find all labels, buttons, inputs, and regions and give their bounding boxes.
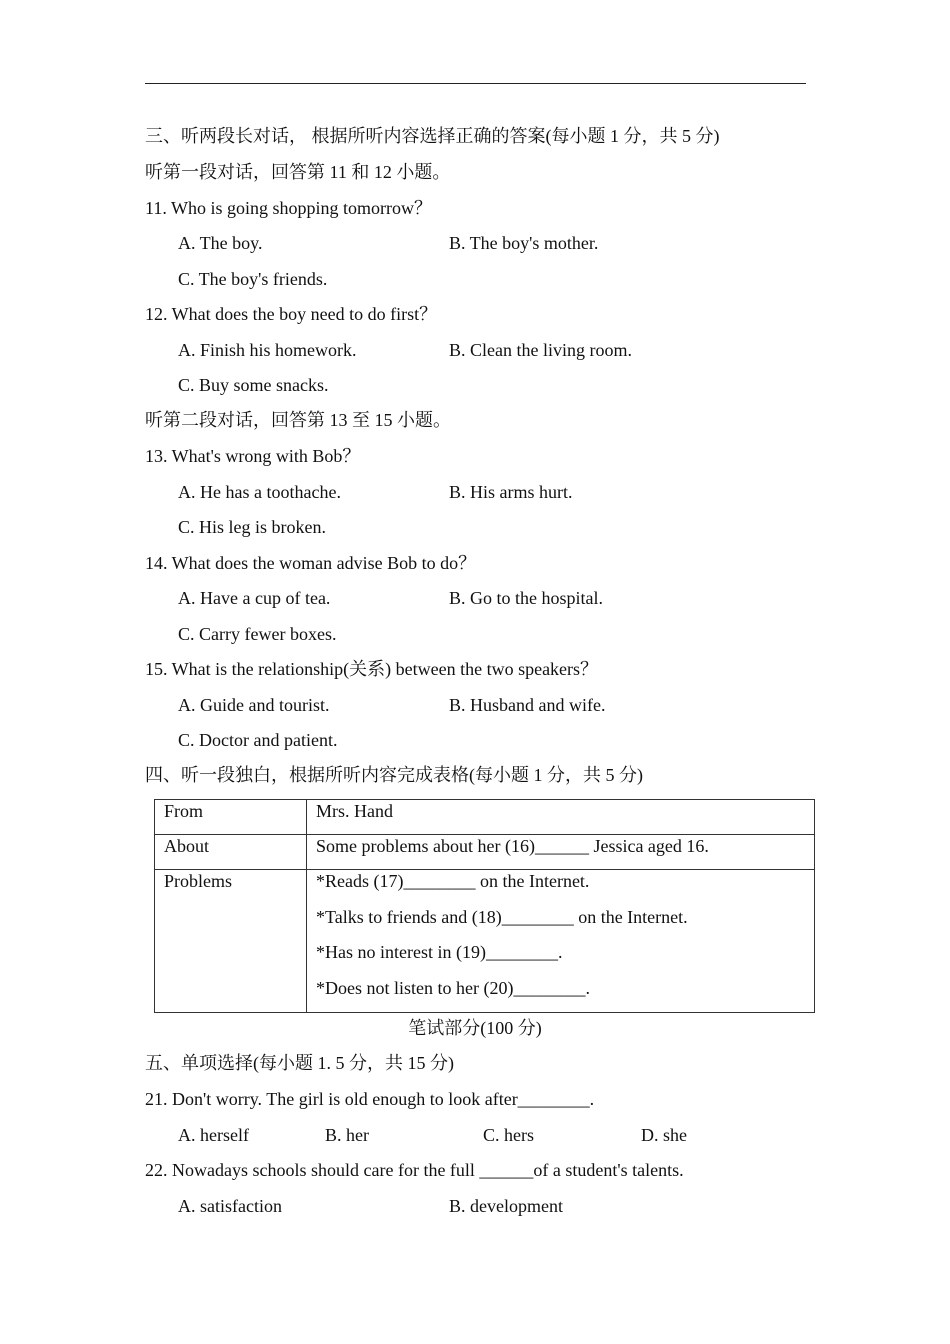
section4-title: 四、听一段独白，根据所听内容完成表格(每小题 1 分，共 5 分) xyxy=(145,765,643,785)
q14-option-b: B. Go to the hospital. xyxy=(449,588,603,608)
problems-label: Problems xyxy=(155,870,307,1013)
dialog1-intro: 听第一段对话，回答第 11 和 12 小题。 xyxy=(145,162,451,182)
q22-option-a: A. satisfaction xyxy=(178,1196,282,1216)
q11-option-a: A. The boy. xyxy=(178,233,263,253)
q22-option-b: B. development xyxy=(449,1196,563,1216)
problem-item: *Does not listen to her (20)________. xyxy=(316,977,590,998)
section3-title: 三、听两段长对话， 根据所听内容选择正确的答案(每小题 1 分，共 5 分) xyxy=(145,126,720,146)
q13-option-c: C. His leg is broken. xyxy=(178,517,326,537)
q15-option-a: A. Guide and tourist. xyxy=(178,695,330,715)
q12-option-c: C. Buy some snacks. xyxy=(178,375,329,395)
question-12: 12. What does the boy need to do first？ xyxy=(145,304,438,324)
written-part-title: 笔试部分(100 分) xyxy=(408,1018,542,1038)
problem-item: *Talks to friends and (18)________ on the Internet. xyxy=(316,906,688,927)
q21-option-a: A. herself xyxy=(178,1125,249,1145)
table-row xyxy=(155,800,815,835)
table-row xyxy=(155,835,815,870)
q15-option-c: C. Doctor and patient. xyxy=(178,730,338,750)
q12-option-a: A. Finish his homework. xyxy=(178,340,357,360)
question-21: 21. Don't worry. The girl is old enough to look after________. xyxy=(145,1089,595,1109)
q12-option-b: B. Clean the living room. xyxy=(449,340,632,360)
question-22: 22. Nowadays schools should care for the full ______of a student's talents. xyxy=(145,1160,684,1180)
q21-option-c: C. hers xyxy=(483,1125,534,1145)
section5-title: 五、单项选择(每小题 1. 5 分，共 15 分) xyxy=(145,1053,454,1073)
dialog2-intro: 听第二段对话，回答第 13 至 15 小题。 xyxy=(145,410,451,430)
q14-option-c: C. Carry fewer boxes. xyxy=(178,624,337,644)
question-11: 11. Who is going shopping tomorrow？ xyxy=(145,198,432,218)
about-value: Some problems about her (16)______ Jessica aged 16. xyxy=(307,835,815,870)
q11-option-b: B. The boy's mother. xyxy=(449,233,599,253)
q21-option-d: D. she xyxy=(641,1125,687,1145)
problem-item: *Has no interest in (19)________. xyxy=(316,942,563,962)
question-15: 15. What is the relationship(关系) between the two speakers？ xyxy=(145,659,599,679)
table-row xyxy=(155,870,815,1013)
from-value: Mrs. Hand xyxy=(307,800,815,835)
about-label: About xyxy=(155,835,307,870)
question-14: 14. What does the woman advise Bob to do？ xyxy=(145,553,477,573)
q21-option-b: B. her xyxy=(325,1125,369,1145)
monologue-table xyxy=(154,799,815,1013)
q13-option-a: A. He has a toothache. xyxy=(178,482,341,502)
from-label: From xyxy=(155,800,307,835)
problems-list xyxy=(307,870,815,1013)
header-rule xyxy=(145,83,806,84)
q15-option-b: B. Husband and wife. xyxy=(449,695,606,715)
q11-option-c: C. The boy's friends. xyxy=(178,269,328,289)
q13-option-b: B. His arms hurt. xyxy=(449,482,573,502)
problem-item: *Reads (17)________ on the Internet. xyxy=(316,871,590,891)
question-13: 13. What's wrong with Bob？ xyxy=(145,446,361,466)
q14-option-a: A. Have a cup of tea. xyxy=(178,588,331,608)
